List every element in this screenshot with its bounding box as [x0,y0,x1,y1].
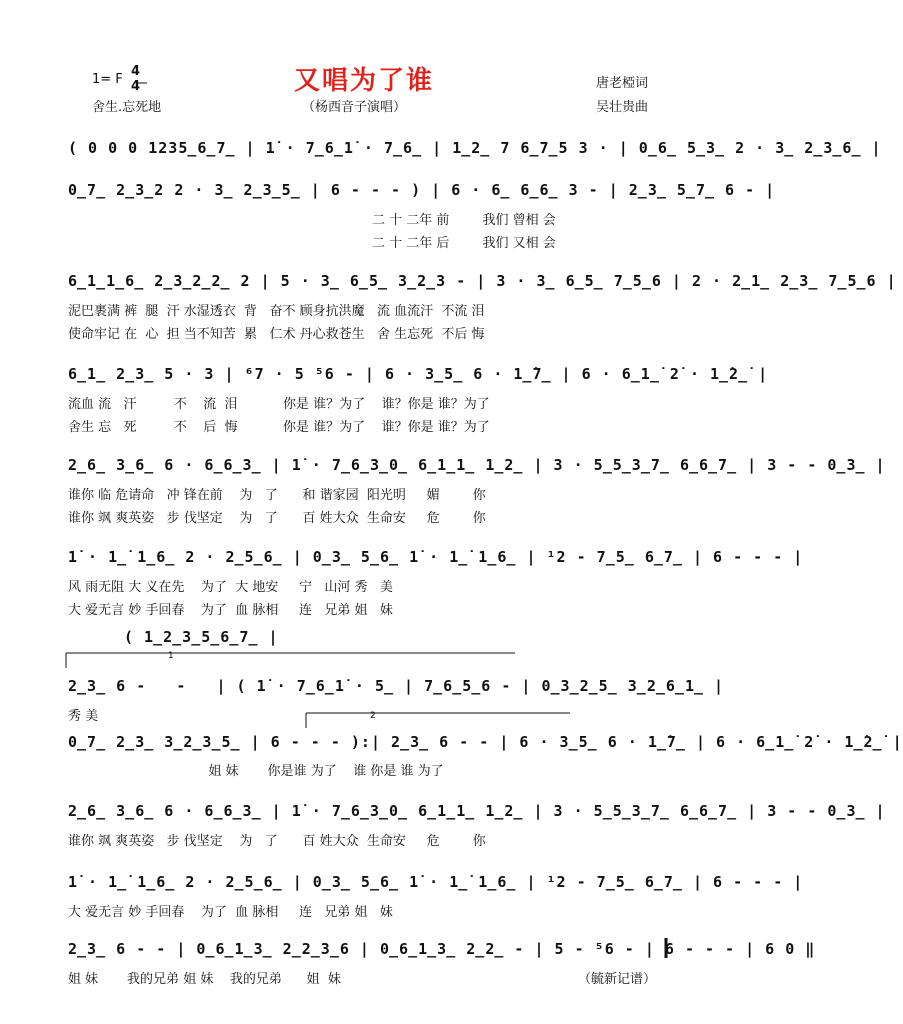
staff-row-3-lyric-1: 泥巴裹满 裤 腿 汗 水湿透衣 背 奋不 顾身抗洪魔 流 血流汗 不流 泪 [68,304,485,319]
staff-row-2-lyric-1: 二 十 二年 前 我们 曾相 会 [372,213,556,228]
staff-row-5-lyric-1: 谁你 临 危请命 冲 锋在前 为 了 和 谐家园 阳光明 媚 你 [68,488,486,503]
staff-row-12-notes: 2̲3̲ 6 - - | 0̲6̲1̲3̲ 2̲2̲3̲6 | 0̲6̲1̲3̲ 2̲2̲ - | 5 - ⁵6 - | 6 - - - | 6 0 ‖ [68,940,816,958]
key-signature: 1= F [92,72,123,87]
staff-row-9-notes: 0̲7̲ 2̲3̲ 3̲2̲3̲5̲ | 6 - - - ):| 2̲3̲ 6 - - | 6 · 3̲5̲ 6 · 1̲̇7̲ | 6 · 6̲1̲̇ 2̇ · 1̲̇2̲̇ | [68,733,903,751]
volta-1-label: 1 [168,651,174,661]
staff-row-11-lyric-1: 大 爱无言 妙 手回春 为了 血 脉相 连 兄弟 姐 妹 [68,905,393,920]
staff-row-12-lyric-1: 姐 妹 我的兄弟 姐 妹 我的兄弟 姐 妹 [68,972,341,987]
staff-row-10-lyric-1: 谁你 飒 爽英姿 步 伐坚定 为 了 百 姓大众 生命安 危 你 [68,834,486,849]
tempo-mark: 舍生.忘死地 [92,100,162,115]
time-signature-bottom: 4 [131,79,141,94]
volta-2-label: 2 [370,711,376,721]
staff-row-2-notes: 0̲7̲ 2̲3̲2 2 · 3̲ 2̲3̲5̲ | 6 - - - ) | 6 · 6̲ 6̲6̲ 3 - | 2̲3̲ 5̲7̲ 6 - | [68,181,776,199]
staff-row-6-lyric-2: 大 爱无言 妙 手回春 为了 血 脉相 连 兄弟 姐 妹 [68,603,393,618]
staff-row-3-lyric-2: 使命牢记 在 心 担 当不知苦 累 仁术 丹心救苍生 舍 生忘死 不后 悔 [68,327,485,342]
staff-row-11-notes: 1̇ · 1̲̇ 1̲6̲ 2 · 2̲5̲6̲ | 0̲3̲ 5̲6̲ 1̇ · 1̲̇ 1̲6̲ | ¹2 - 7̲5̲ 6̲7̲ | 6 - - - | [68,873,804,891]
transcriber-credit: （毓新记谱） [578,972,657,987]
time-signature-top: 4 [131,64,141,79]
lyricist: 唐老椏词 [596,76,649,91]
staff-row-10-notes: 2̲6̲ 3̲6̲ 6 · 6̲6̲3̲ | 1̇ · 7̲6̲3̲0̲ 6̲1̲1̲ 1̲2̲ | 3 · 5̲5̲3̲7̲ 6̲6̲7̲ | 3 - - 0̲3̲ | [68,802,886,820]
staff-row-5-lyric-2: 谁你 飒 爽英姿 步 伐坚定 为 了 百 姓大众 生命安 危 你 [68,511,486,526]
staff-row-9-lyric-1: 姐 妹 你是谁 为了 谁 你是 谁 为了 [68,764,444,779]
song-subtitle: （杨西音子演唱） [302,100,407,115]
staff-row-4-lyric-2: 舍生 忘 死 不 后 悔 你是 谁？为了 谁？你是 谁？为了 [68,420,490,435]
intro-phrase-notes: ( 1̲2̲3̲5̲6̲7̲ | [124,628,279,646]
staff-row-8-lyric-1: 秀 美 [68,709,99,724]
staff-row-6-lyric-1: 风 雨无阻 大 义在先 为了 大 地安 宁 山河 秀 美 [68,580,393,595]
staff-row-4-lyric-1: 流血 流 汗 不 流 泪 你是 谁？为了 谁？你是 谁？为了 [68,397,490,412]
staff-row-3-notes: 6̲1̲1̲6̲ 2̲3̲2̲2̲ 2 | 5 · 3̲ 6̲5̲ 3̲2̲3 - | 3 · 3̲ 6̲5̲ 7̲5̲6 | 2 · 2̲1̲ 2̲3̲ 7̲5̲6 | [68,272,897,290]
composer: 吴壮贵曲 [596,100,649,115]
staff-row-2-lyric-2: 二 十 二年 后 我们 又相 会 [372,236,556,251]
staff-row-8-notes: 2̲3̲ 6 - - | ( 1̇ · 7̲6̲1̇ · 5̲ | 7̲6̲5̲6 - | 0̲3̲2̲5̲ 3̲2̲6̲1̲ | [68,677,725,695]
staff-row-1-notes: ( 0 0 0 1235̲6̲7̲ | 1̇ · 7̲6̲1̇ · 7̲6̲ | 1̲2̲ 7 6̲7̲5 3 · | 0̲6̲ 5̲3̲ 2 · 3̲ 2̲3̲6̲ | [68,139,882,157]
song-title: 又唱为了谁 [294,66,435,96]
staff-row-5-notes: 2̲6̲ 3̲6̲ 6 · 6̲6̲3̲ | 1̇ · 7̲6̲3̲0̲ 6̲1̲1̲ 1̲2̲ | 3 · 5̲5̲3̲7̲ 6̲6̲7̲ | 3 - - 0̲3̲ | [68,456,886,474]
staff-row-4-notes: 6̲1̲ 2̲3̲ 5 · 3 | ⁶7 · 5 ⁵6 - | 6 · 3̲5̲ 6 · 1̲̇7̲ | 6 · 6̲1̲̇ 2̇ · 1̲̇2̲̇ | [68,365,769,383]
staff-row-6-notes: 1̇ · 1̲̇ 1̲6̲ 2 · 2̲5̲6̲ | 0̲3̲ 5̲6̲ 1̇ · 1̲̇ 1̲6̲ | ¹2 - 7̲5̲ 6̲7̲ | 6 - - - | [68,548,804,566]
